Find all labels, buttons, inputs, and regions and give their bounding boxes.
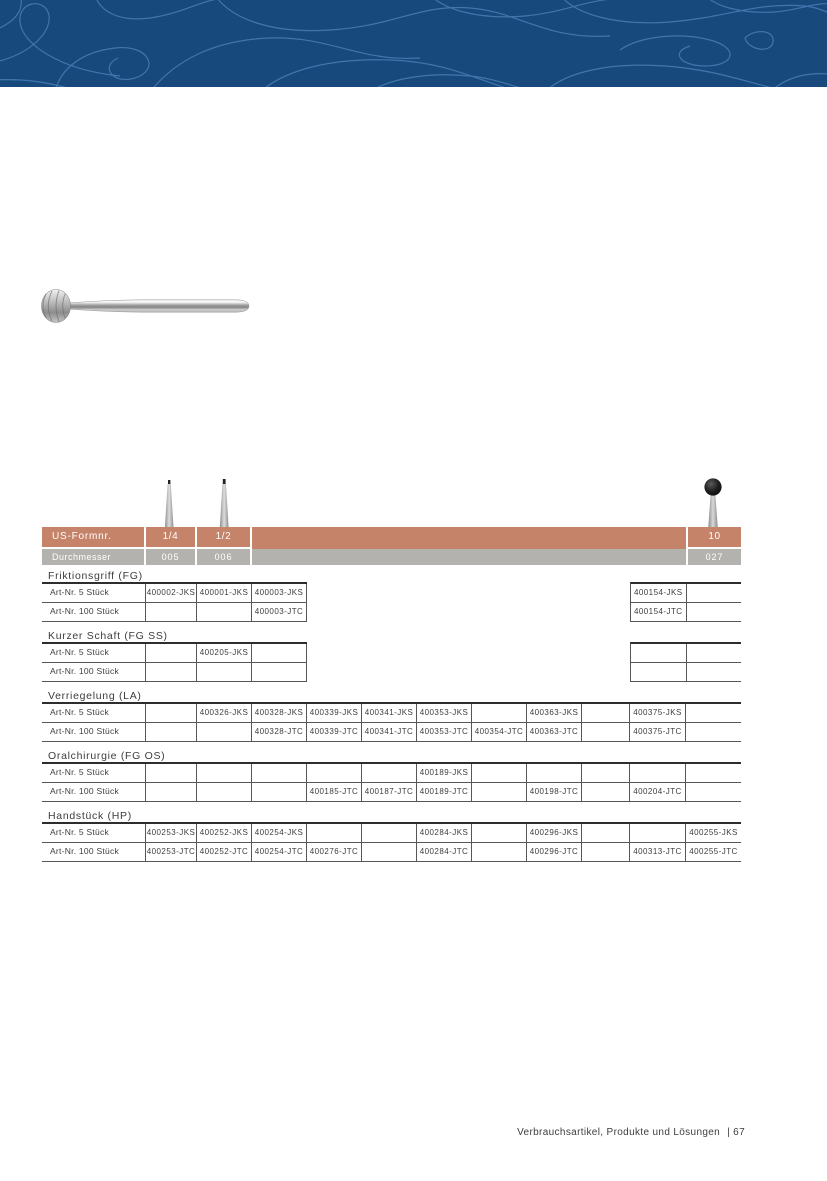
section-grid xyxy=(42,642,741,682)
row-label: Art-Nr. 100 Stück xyxy=(42,843,146,861)
diameter-value: 005 xyxy=(146,549,195,565)
table-cell xyxy=(631,644,687,662)
table-cell xyxy=(472,764,527,782)
ball-bur-icon xyxy=(700,478,726,533)
header-column-quarter xyxy=(146,527,197,565)
row-label: Art-Nr. 5 Stück xyxy=(42,764,146,782)
table-cell xyxy=(362,764,417,782)
form-number-label: US-Formnr. xyxy=(42,527,144,547)
row-label: Art-Nr. 100 Stück xyxy=(42,663,146,681)
table-cell: 400339-JKS xyxy=(307,704,362,722)
table-cell: 400341-JTC xyxy=(362,723,417,741)
table-cell xyxy=(582,824,630,842)
table-row xyxy=(42,824,741,843)
table-cell: 400252-JKS xyxy=(197,824,252,842)
table-cell: 400003-JKS xyxy=(252,584,307,602)
diameter-label: Durchmesser xyxy=(42,549,144,565)
bur-tip-icon-quarter xyxy=(162,480,176,532)
table-cell: 400276-JTC xyxy=(307,843,362,861)
header-column-half xyxy=(197,527,252,565)
table-row xyxy=(42,644,307,663)
table-cell: 400328-JKS xyxy=(252,704,307,722)
table-cell xyxy=(472,843,527,861)
table-header xyxy=(42,527,741,565)
table-cell xyxy=(252,644,307,662)
section-grid xyxy=(42,822,741,862)
table-cell: 400284-JKS xyxy=(417,824,472,842)
section-grid xyxy=(42,702,741,742)
table-row xyxy=(42,704,741,723)
table-cell: 400313-JTC xyxy=(630,843,686,861)
table-cell: 400154-JKS xyxy=(631,584,687,602)
table-cell xyxy=(146,764,197,782)
table-cell: 400255-JKS xyxy=(689,828,738,837)
table-cell xyxy=(686,704,741,722)
table-cell: 400326-JKS xyxy=(197,704,252,722)
table-section xyxy=(42,691,741,742)
section-grid xyxy=(42,762,741,802)
topographic-pattern-icon xyxy=(0,0,827,87)
table-cell xyxy=(197,764,252,782)
table-row xyxy=(631,663,741,682)
table-cell xyxy=(687,663,742,681)
table-cell: 400375-JTC xyxy=(630,723,686,741)
table-cell xyxy=(686,783,741,801)
section-grid xyxy=(42,582,741,622)
table-section xyxy=(42,811,741,862)
table-cell: 400253-JTC xyxy=(146,843,197,861)
table-cell xyxy=(582,704,630,722)
table-cell xyxy=(146,723,197,741)
page-footer xyxy=(517,1127,745,1138)
product-table xyxy=(42,527,741,862)
table-cell xyxy=(252,663,307,681)
table-cell: 400002-JKS xyxy=(146,584,197,602)
row-label: Art-Nr. 5 Stück xyxy=(42,824,146,842)
table-cell: 400341-JKS xyxy=(362,704,417,722)
table-cell: 400253-JKS xyxy=(146,824,197,842)
table-cell xyxy=(307,764,362,782)
table-cell xyxy=(197,783,252,801)
header-column-blank-span xyxy=(252,527,686,565)
table-cell xyxy=(687,584,742,602)
table-cell: 400003-JTC xyxy=(252,603,307,621)
table-section xyxy=(42,751,741,802)
table-cell: 400328-JTC xyxy=(252,723,307,741)
table-cell: 400204-JTC xyxy=(630,783,686,801)
table-cell: 400354-JTC xyxy=(472,723,527,741)
table-cell xyxy=(630,824,686,842)
row-label: Art-Nr. 100 Stück xyxy=(42,783,146,801)
table-cell: 400284-JTC xyxy=(417,843,472,861)
table-cell xyxy=(582,764,630,782)
table-cell xyxy=(197,603,252,621)
topographic-banner xyxy=(0,0,827,87)
table-cell xyxy=(527,764,582,782)
bur-tip-icon-half xyxy=(217,479,231,532)
product-image-round-bur xyxy=(36,286,268,326)
table-cell xyxy=(362,824,417,842)
table-block xyxy=(630,582,741,622)
row-label: Art-Nr. 5 Stück xyxy=(42,584,146,602)
table-cell xyxy=(631,663,687,681)
table-cell: 400252-JTC xyxy=(197,843,252,861)
table-cell xyxy=(472,783,527,801)
table-cell xyxy=(146,783,197,801)
section-title: Oralchirurgie (FG OS) xyxy=(48,750,166,762)
form-value: 1/4 xyxy=(146,527,195,547)
table-cell xyxy=(687,644,742,662)
table-block xyxy=(42,762,741,802)
table-row xyxy=(42,603,307,622)
section-title: Handstück (HP) xyxy=(48,810,132,822)
diameter-value: 006 xyxy=(197,549,250,565)
table-cell xyxy=(252,764,307,782)
table-cell: 400296-JKS xyxy=(527,824,582,842)
table-row xyxy=(42,584,307,603)
page-number: | 67 xyxy=(727,1127,745,1138)
table-cell xyxy=(307,824,362,842)
form-value: 1/2 xyxy=(197,527,250,547)
section-title: Friktionsgriff (FG) xyxy=(48,570,143,582)
section-title: Kurzer Schaft (FG SS) xyxy=(48,630,168,642)
table-cell xyxy=(146,603,197,621)
diameter-value xyxy=(252,549,686,565)
table-row xyxy=(631,644,741,663)
table-block xyxy=(42,822,741,862)
table-cell: 400205-JKS xyxy=(197,644,252,662)
table-cell xyxy=(252,783,307,801)
table-cell xyxy=(687,603,742,621)
table-row xyxy=(631,584,741,603)
table-cell: 400189-JKS xyxy=(417,764,472,782)
table-cell xyxy=(197,663,252,681)
table-cell xyxy=(146,663,197,681)
row-label: Art-Nr. 100 Stück xyxy=(42,723,146,741)
table-cell xyxy=(197,723,252,741)
table-cell: 400254-JTC xyxy=(252,843,307,861)
table-section xyxy=(42,631,741,682)
table-cell: 400154-JTC xyxy=(631,603,687,621)
table-cell: 400185-JTC xyxy=(307,783,362,801)
table-cell xyxy=(146,644,197,662)
table-cell: 400353-JKS xyxy=(417,704,472,722)
sections xyxy=(42,571,741,862)
table-row xyxy=(42,764,741,783)
table-cell: 400339-JTC xyxy=(307,723,362,741)
table-cell: 400001-JKS xyxy=(197,584,252,602)
section-title: Verriegelung (LA) xyxy=(48,690,142,702)
table-section xyxy=(42,571,741,622)
table-cell: 400255-JTC xyxy=(689,847,738,856)
form-value xyxy=(252,527,686,547)
table-cell xyxy=(582,783,630,801)
table-cell xyxy=(582,843,630,861)
table-cell xyxy=(362,843,417,861)
table-cell xyxy=(146,704,197,722)
table-cell xyxy=(630,764,686,782)
table-cell xyxy=(582,723,630,741)
table-cell: 400187-JTC xyxy=(362,783,417,801)
table-row xyxy=(631,603,741,622)
table-cell xyxy=(686,764,741,782)
table-cell: 400375-JKS xyxy=(630,704,686,722)
table-cell xyxy=(472,704,527,722)
table-cell: 400363-JTC xyxy=(527,723,582,741)
table-block xyxy=(630,642,741,682)
table-block xyxy=(42,582,307,622)
footer-text: Verbrauchsartikel, Produkte und Lösungen xyxy=(517,1127,721,1138)
row-label: Art-Nr. 100 Stück xyxy=(42,603,146,621)
table-row xyxy=(42,783,741,802)
diameter-value: 027 xyxy=(688,549,741,565)
table-row xyxy=(42,723,741,742)
form-value: 10 xyxy=(688,527,741,547)
table-cell: 400363-JKS xyxy=(527,704,582,722)
table-cell xyxy=(686,723,741,741)
table-row xyxy=(42,663,307,682)
table-cell xyxy=(472,824,527,842)
table-cell: 400189-JTC xyxy=(417,783,472,801)
row-label: Art-Nr. 5 Stück xyxy=(42,704,146,722)
header-label-column xyxy=(42,527,146,565)
header-column-ten xyxy=(686,527,741,565)
table-block xyxy=(42,702,741,742)
table-cell: 400353-JTC xyxy=(417,723,472,741)
table-block xyxy=(42,642,307,682)
table-row xyxy=(42,843,741,862)
table-cell: 400296-JTC xyxy=(527,843,582,861)
row-label: Art-Nr. 5 Stück xyxy=(42,644,146,662)
table-cell: 400254-JKS xyxy=(252,824,307,842)
table-cell: 400198-JTC xyxy=(527,783,582,801)
